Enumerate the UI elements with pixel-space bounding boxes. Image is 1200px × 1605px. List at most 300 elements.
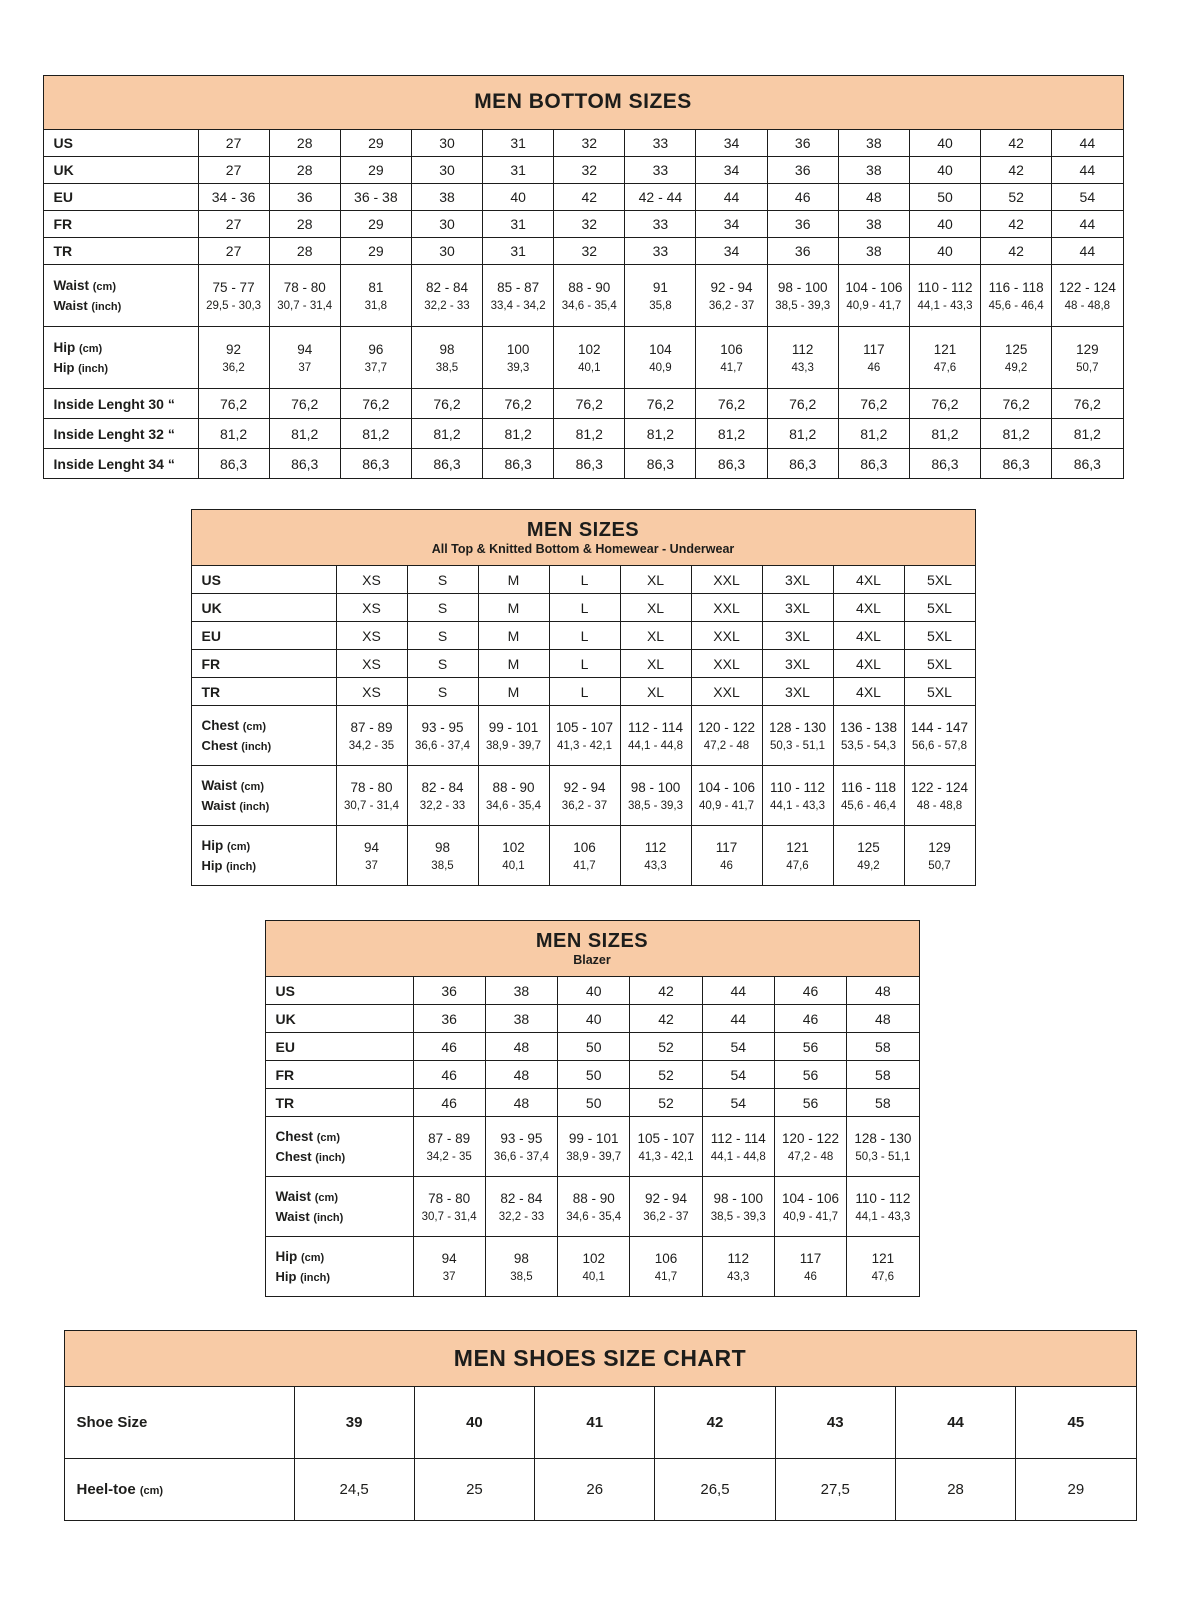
size-value-inch: 30,7 - 31,4 bbox=[277, 299, 333, 312]
size-value-cm: 104 - 106 bbox=[782, 1190, 840, 1206]
size-value-cm: 112 - 114 bbox=[710, 1130, 766, 1146]
size-value-inch: 36,2 - 37 bbox=[643, 1210, 689, 1223]
size-cell: 38 bbox=[485, 977, 557, 1005]
row-fr bbox=[191, 650, 975, 678]
table-title: MEN SHOES SIZE CHART bbox=[453, 1345, 747, 1372]
row-label-unit: (inch) bbox=[313, 1212, 344, 1224]
row-label-text: Waist bbox=[201, 798, 240, 813]
size-cell: 38 bbox=[838, 238, 909, 265]
row-heel-toe-cm bbox=[64, 1459, 1136, 1521]
men-shoes-size-chart-header bbox=[64, 1330, 1137, 1387]
size-cell: 76,2 bbox=[554, 389, 625, 419]
size-cell: M bbox=[478, 594, 549, 622]
size-cell: 86,3 bbox=[625, 449, 696, 479]
size-value-cm: 136 - 138 bbox=[839, 719, 898, 735]
size-cell: 48 bbox=[485, 1033, 557, 1061]
row-label-text: US bbox=[275, 982, 295, 999]
size-cell: 76,2 bbox=[909, 389, 980, 419]
size-cell: 58 bbox=[847, 1089, 919, 1117]
size-cell: 86,3 bbox=[411, 449, 482, 479]
size-value-inch: 49,2 bbox=[857, 859, 880, 872]
row-inside-lenght-32 bbox=[43, 419, 1123, 449]
size-cell bbox=[558, 1117, 630, 1177]
size-cell: 28 bbox=[269, 130, 340, 157]
size-cell bbox=[269, 327, 340, 389]
size-cell: 38 bbox=[838, 211, 909, 238]
size-value-inch: 30,7 - 31,4 bbox=[344, 799, 399, 812]
size-cell: XL bbox=[620, 678, 691, 706]
men-sizes-blazer-table bbox=[265, 920, 920, 1297]
row-eu bbox=[265, 1033, 919, 1061]
size-cell: 81,2 bbox=[981, 419, 1052, 449]
row-label bbox=[191, 766, 336, 826]
row-hip-cm bbox=[265, 1237, 919, 1297]
size-value-cm: 110 - 112 bbox=[855, 1190, 911, 1206]
size-cell: 36 - 38 bbox=[340, 184, 411, 211]
size-value-inch: 38,5 - 39,3 bbox=[628, 799, 683, 812]
size-cell bbox=[336, 766, 407, 826]
size-cell bbox=[407, 706, 478, 766]
size-cell bbox=[630, 1117, 702, 1177]
size-cell bbox=[696, 327, 767, 389]
size-cell: XL bbox=[620, 650, 691, 678]
size-cell: 50 bbox=[558, 1089, 630, 1117]
size-value-cm: 92 bbox=[226, 341, 242, 357]
size-cell: 26 bbox=[535, 1459, 655, 1521]
size-cell: 81,2 bbox=[340, 419, 411, 449]
row-us bbox=[191, 566, 975, 594]
size-cell: 33 bbox=[625, 211, 696, 238]
size-cell: 29 bbox=[340, 157, 411, 184]
size-value-cm: 93 - 95 bbox=[500, 1130, 543, 1146]
row-label bbox=[265, 1005, 413, 1033]
size-cell bbox=[691, 766, 762, 826]
size-value-cm: 87 - 89 bbox=[350, 719, 393, 735]
men-sizes-blazer-header bbox=[265, 920, 920, 977]
size-cell: 32 bbox=[554, 238, 625, 265]
size-value-cm: 106 bbox=[573, 839, 596, 855]
size-value-inch: 47,6 bbox=[871, 1270, 895, 1283]
size-value-cm: 112 bbox=[644, 839, 667, 855]
size-value-inch: 47,2 - 48 bbox=[703, 739, 750, 752]
size-value-cm: 87 - 89 bbox=[428, 1130, 471, 1146]
row-label-text: UK bbox=[201, 599, 222, 616]
row-fr bbox=[43, 211, 1123, 238]
size-cell: 52 bbox=[630, 1061, 702, 1089]
size-value-inch: 41,3 - 42,1 bbox=[638, 1150, 694, 1163]
size-value-inch: 40,1 bbox=[578, 361, 601, 374]
size-value-inch: 47,6 bbox=[933, 361, 957, 374]
row-label bbox=[191, 706, 336, 766]
size-cell bbox=[762, 766, 833, 826]
size-value-inch: 37,7 bbox=[364, 361, 388, 374]
size-cell: 33 bbox=[625, 238, 696, 265]
row-label bbox=[43, 211, 198, 238]
size-cell: M bbox=[478, 622, 549, 650]
size-cell bbox=[269, 265, 340, 327]
size-cell: 76,2 bbox=[696, 389, 767, 419]
size-value-inch: 40,1 bbox=[502, 859, 525, 872]
size-cell bbox=[620, 826, 691, 886]
size-cell: 44 bbox=[696, 184, 767, 211]
size-value-cm: 117 bbox=[799, 1250, 822, 1266]
size-cell: 43 bbox=[775, 1387, 895, 1459]
size-value-cm: 98 - 100 bbox=[630, 779, 681, 795]
size-cell: 27 bbox=[198, 238, 269, 265]
size-value-cm: 144 - 147 bbox=[910, 719, 969, 735]
size-cell: 86,3 bbox=[269, 449, 340, 479]
size-cell bbox=[838, 265, 909, 327]
row-label bbox=[43, 130, 198, 157]
size-cell bbox=[833, 706, 904, 766]
row-label-text: Hip bbox=[201, 838, 227, 853]
size-cell bbox=[767, 265, 838, 327]
size-cell: 40 bbox=[558, 977, 630, 1005]
row-uk bbox=[191, 594, 975, 622]
row-label-unit: (cm) bbox=[301, 1252, 325, 1264]
size-cell: 4XL bbox=[833, 594, 904, 622]
size-cell: 4XL bbox=[833, 678, 904, 706]
size-cell bbox=[485, 1177, 557, 1237]
size-value-inch: 43,3 bbox=[644, 859, 667, 872]
size-cell bbox=[767, 327, 838, 389]
size-cell: 76,2 bbox=[483, 389, 554, 419]
row-label-unit: (inch) bbox=[78, 363, 109, 375]
size-cell bbox=[478, 706, 549, 766]
size-cell: 3XL bbox=[762, 594, 833, 622]
table-title: MEN SIZES bbox=[526, 518, 640, 541]
men-sizes-top-grid bbox=[191, 565, 976, 886]
row-label-text: FR bbox=[201, 655, 221, 672]
size-cell: 81,2 bbox=[909, 419, 980, 449]
size-cell: 76,2 bbox=[411, 389, 482, 419]
row-label-unit: (cm) bbox=[227, 841, 251, 853]
size-cell: 54 bbox=[1052, 184, 1123, 211]
size-cell: 86,3 bbox=[483, 449, 554, 479]
size-value-cm: 104 - 106 bbox=[697, 779, 756, 795]
size-cell: 40 bbox=[909, 157, 980, 184]
row-label-unit: (cm) bbox=[314, 1192, 338, 1204]
size-cell: 86,3 bbox=[198, 449, 269, 479]
size-value-inch: 36,6 - 37,4 bbox=[415, 739, 470, 752]
size-cell: 38 bbox=[411, 184, 482, 211]
size-cell bbox=[909, 327, 980, 389]
size-value-inch: 38,9 - 39,7 bbox=[566, 1150, 622, 1163]
size-value-cm: 117 bbox=[715, 839, 738, 855]
size-value-inch: 38,9 - 39,7 bbox=[486, 739, 541, 752]
size-cell: S bbox=[407, 678, 478, 706]
size-cell: 40 bbox=[909, 238, 980, 265]
size-cell: 58 bbox=[847, 1033, 919, 1061]
row-label bbox=[265, 1237, 413, 1297]
size-cell: 40 bbox=[909, 130, 980, 157]
size-cell: 52 bbox=[981, 184, 1052, 211]
size-cell: 30 bbox=[411, 238, 482, 265]
row-label bbox=[191, 566, 336, 594]
size-cell: 38 bbox=[838, 157, 909, 184]
men-shoes-size-chart-grid bbox=[64, 1386, 1137, 1521]
size-value-inch: 48 - 48,8 bbox=[916, 799, 963, 812]
size-value-inch: 36,2 - 37 bbox=[561, 799, 608, 812]
size-cell bbox=[691, 826, 762, 886]
row-label-unit: (cm) bbox=[316, 1132, 340, 1144]
size-value-cm: 125 bbox=[857, 839, 880, 855]
row-tr bbox=[265, 1089, 919, 1117]
size-value-cm: 104 - 106 bbox=[845, 279, 903, 295]
size-cell: 44 bbox=[1052, 238, 1123, 265]
size-value-cm: 110 - 112 bbox=[917, 279, 973, 295]
size-cell: 44 bbox=[702, 977, 774, 1005]
size-cell: 4XL bbox=[833, 622, 904, 650]
size-value-cm: 104 bbox=[649, 341, 672, 357]
size-cell bbox=[198, 327, 269, 389]
size-value-inch: 32,2 - 33 bbox=[419, 799, 466, 812]
size-cell: XS bbox=[336, 566, 407, 594]
size-cell: 3XL bbox=[762, 566, 833, 594]
size-value-inch: 40,1 bbox=[582, 1270, 605, 1283]
size-value-inch: 40,9 - 41,7 bbox=[783, 1210, 839, 1223]
row-tr bbox=[191, 678, 975, 706]
size-cell bbox=[981, 265, 1052, 327]
row-label-text: UK bbox=[275, 1010, 296, 1027]
size-cell bbox=[340, 265, 411, 327]
row-label bbox=[191, 678, 336, 706]
size-value-inch: 50,7 bbox=[1076, 361, 1099, 374]
size-cell: 31 bbox=[483, 211, 554, 238]
size-value-cm: 88 - 90 bbox=[568, 279, 611, 295]
size-value-inch: 49,2 bbox=[1004, 361, 1028, 374]
size-cell bbox=[774, 1117, 846, 1177]
size-value-inch: 44,1 - 44,8 bbox=[628, 739, 683, 752]
row-label-text: Chest bbox=[201, 718, 243, 733]
size-cell: 40 bbox=[483, 184, 554, 211]
size-cell: 36 bbox=[413, 1005, 485, 1033]
size-value-inch: 50,3 - 51,1 bbox=[855, 1150, 911, 1163]
row-label-unit: (cm) bbox=[79, 343, 103, 355]
row-uk bbox=[43, 157, 1123, 184]
size-value-cm: 99 - 101 bbox=[488, 719, 539, 735]
size-cell: L bbox=[549, 622, 620, 650]
size-value-cm: 100 bbox=[506, 341, 530, 357]
size-cell bbox=[620, 706, 691, 766]
size-value-cm: 94 bbox=[441, 1250, 457, 1266]
size-value-cm: 75 - 77 bbox=[212, 279, 255, 295]
size-cell bbox=[558, 1237, 630, 1297]
row-label-text: Hip bbox=[275, 1269, 301, 1284]
size-cell: 28 bbox=[895, 1459, 1015, 1521]
size-value-inch: 46 bbox=[804, 1270, 817, 1283]
size-cell: XXL bbox=[691, 566, 762, 594]
size-cell: L bbox=[549, 678, 620, 706]
row-label-text: Hip bbox=[275, 1249, 301, 1264]
size-value-cm: 93 - 95 bbox=[421, 719, 464, 735]
size-cell: 76,2 bbox=[838, 389, 909, 419]
size-cell: M bbox=[478, 650, 549, 678]
size-value-cm: 85 - 87 bbox=[497, 279, 540, 295]
size-value-cm: 121 bbox=[933, 341, 957, 357]
size-cell: 45 bbox=[1016, 1387, 1136, 1459]
size-cell: 38 bbox=[485, 1005, 557, 1033]
size-cell: 31 bbox=[483, 130, 554, 157]
size-value-cm: 128 - 130 bbox=[768, 719, 827, 735]
row-fr bbox=[265, 1061, 919, 1089]
row-label-text: EU bbox=[201, 627, 221, 644]
men-bottom-sizes-header bbox=[43, 75, 1124, 130]
size-value-cm: 88 - 90 bbox=[572, 1190, 615, 1206]
size-cell: 36 bbox=[767, 211, 838, 238]
size-value-cm: 120 - 122 bbox=[782, 1130, 840, 1146]
size-cell: 36 bbox=[413, 977, 485, 1005]
row-label-unit: (inch) bbox=[300, 1272, 331, 1284]
size-cell: 34 - 36 bbox=[198, 184, 269, 211]
size-cell bbox=[904, 706, 975, 766]
size-cell: 44 bbox=[1052, 130, 1123, 157]
size-cell: 36 bbox=[269, 184, 340, 211]
row-eu bbox=[43, 184, 1123, 211]
size-cell: 81,2 bbox=[696, 419, 767, 449]
size-cell: 31 bbox=[483, 238, 554, 265]
size-value-cm: 98 - 100 bbox=[777, 279, 828, 295]
size-cell bbox=[909, 265, 980, 327]
row-label bbox=[43, 265, 198, 327]
size-cell: 52 bbox=[630, 1089, 702, 1117]
size-cell: L bbox=[549, 594, 620, 622]
size-cell: 44 bbox=[1052, 211, 1123, 238]
row-label-unit: (cm) bbox=[139, 1485, 164, 1497]
size-cell bbox=[413, 1177, 485, 1237]
row-label-unit: (cm) bbox=[242, 721, 266, 733]
size-cell: 38 bbox=[838, 130, 909, 157]
men-sizes-top-header bbox=[191, 509, 976, 566]
size-cell: 36 bbox=[767, 157, 838, 184]
size-cell: 42 bbox=[981, 157, 1052, 184]
size-cell: S bbox=[407, 594, 478, 622]
size-cell: 81,2 bbox=[838, 419, 909, 449]
size-cell: 27 bbox=[198, 130, 269, 157]
size-cell: XXL bbox=[691, 650, 762, 678]
size-cell: 52 bbox=[630, 1033, 702, 1061]
size-value-cm: 98 bbox=[434, 839, 451, 855]
size-value-inch: 35,8 bbox=[649, 299, 672, 312]
size-value-inch: 33,4 - 34,2 bbox=[490, 299, 546, 312]
size-cell: 5XL bbox=[904, 622, 975, 650]
size-value-inch: 43,3 bbox=[727, 1270, 750, 1283]
row-label-text: Hip bbox=[53, 340, 79, 355]
row-label bbox=[43, 389, 198, 419]
size-value-cm: 129 bbox=[928, 839, 951, 855]
men-sizes-blazer-grid bbox=[265, 976, 920, 1297]
row-label-text: Hip bbox=[53, 360, 79, 375]
size-value-cm: 106 bbox=[720, 341, 743, 357]
size-cell: 30 bbox=[411, 211, 482, 238]
size-cell: S bbox=[407, 622, 478, 650]
row-label-text: US bbox=[201, 571, 221, 588]
table-subtitle: All Top & Knitted Bottom & Homewear - Underwear bbox=[431, 541, 735, 556]
size-value-cm: 102 bbox=[578, 341, 601, 357]
row-chest-cm bbox=[191, 706, 975, 766]
size-cell bbox=[847, 1117, 919, 1177]
size-value-cm: 94 bbox=[363, 839, 380, 855]
size-value-inch: 38,5 bbox=[431, 859, 454, 872]
row-label-text: Inside Lenght 30 “ bbox=[53, 395, 175, 412]
size-cell: 28 bbox=[269, 211, 340, 238]
row-label-text: EU bbox=[275, 1038, 295, 1055]
row-label-text: Inside Lenght 34 “ bbox=[53, 455, 175, 472]
row-waist-cm bbox=[191, 766, 975, 826]
size-value-cm: 82 - 84 bbox=[500, 1190, 543, 1206]
size-cell: 42 bbox=[981, 238, 1052, 265]
size-cell: 46 bbox=[413, 1033, 485, 1061]
men-bottom-sizes-table bbox=[43, 75, 1124, 479]
size-cell: 27 bbox=[198, 157, 269, 184]
size-value-inch: 45,6 - 46,4 bbox=[841, 799, 896, 812]
row-uk bbox=[265, 1005, 919, 1033]
size-value-inch: 45,6 - 46,4 bbox=[988, 299, 1044, 312]
size-cell bbox=[485, 1237, 557, 1297]
row-label bbox=[265, 1177, 413, 1237]
row-label-unit: (inch) bbox=[91, 301, 122, 313]
size-value-cm: 99 - 101 bbox=[568, 1130, 619, 1146]
size-cell: 36 bbox=[767, 130, 838, 157]
size-cell bbox=[411, 265, 482, 327]
size-value-cm: 81 bbox=[368, 279, 384, 295]
size-cell bbox=[847, 1177, 919, 1237]
size-cell bbox=[1052, 327, 1123, 389]
row-label-text: TR bbox=[201, 683, 221, 700]
row-label-text: FR bbox=[275, 1066, 295, 1083]
row-label-unit: (cm) bbox=[240, 781, 264, 793]
size-cell: M bbox=[478, 678, 549, 706]
size-value-inch: 36,6 - 37,4 bbox=[493, 1150, 549, 1163]
size-cell: XS bbox=[336, 650, 407, 678]
size-cell bbox=[833, 766, 904, 826]
size-cell: 76,2 bbox=[767, 389, 838, 419]
size-cell: 58 bbox=[847, 1061, 919, 1089]
size-cell: 46 bbox=[413, 1089, 485, 1117]
size-cell: 36 bbox=[767, 238, 838, 265]
size-value-inch: 37 bbox=[442, 1270, 456, 1283]
size-cell: 76,2 bbox=[198, 389, 269, 419]
size-cell: XXL bbox=[691, 622, 762, 650]
size-cell: 29 bbox=[340, 238, 411, 265]
row-label bbox=[265, 1117, 413, 1177]
row-label bbox=[191, 650, 336, 678]
row-label-text: Hip bbox=[201, 858, 227, 873]
row-inside-lenght-30 bbox=[43, 389, 1123, 419]
size-value-cm: 98 bbox=[439, 341, 455, 357]
row-label bbox=[265, 1089, 413, 1117]
size-cell: 25 bbox=[414, 1459, 534, 1521]
size-cell: 86,3 bbox=[767, 449, 838, 479]
size-value-inch: 34,2 - 35 bbox=[426, 1150, 472, 1163]
size-cell: XL bbox=[620, 566, 691, 594]
size-cell: 4XL bbox=[833, 566, 904, 594]
size-cell: 86,3 bbox=[981, 449, 1052, 479]
size-value-inch: 50,3 - 51,1 bbox=[770, 739, 825, 752]
row-label-text: TR bbox=[53, 243, 73, 259]
size-value-inch: 36,2 - 37 bbox=[708, 299, 755, 312]
size-cell: 81,2 bbox=[269, 419, 340, 449]
size-cell bbox=[702, 1177, 774, 1237]
size-cell bbox=[554, 265, 625, 327]
size-cell bbox=[558, 1177, 630, 1237]
size-cell: 46 bbox=[774, 977, 846, 1005]
size-cell: 5XL bbox=[904, 566, 975, 594]
size-value-inch: 32,2 - 33 bbox=[498, 1210, 545, 1223]
row-label bbox=[191, 826, 336, 886]
men-bottom-sizes-grid bbox=[43, 129, 1124, 479]
row-label bbox=[265, 977, 413, 1005]
